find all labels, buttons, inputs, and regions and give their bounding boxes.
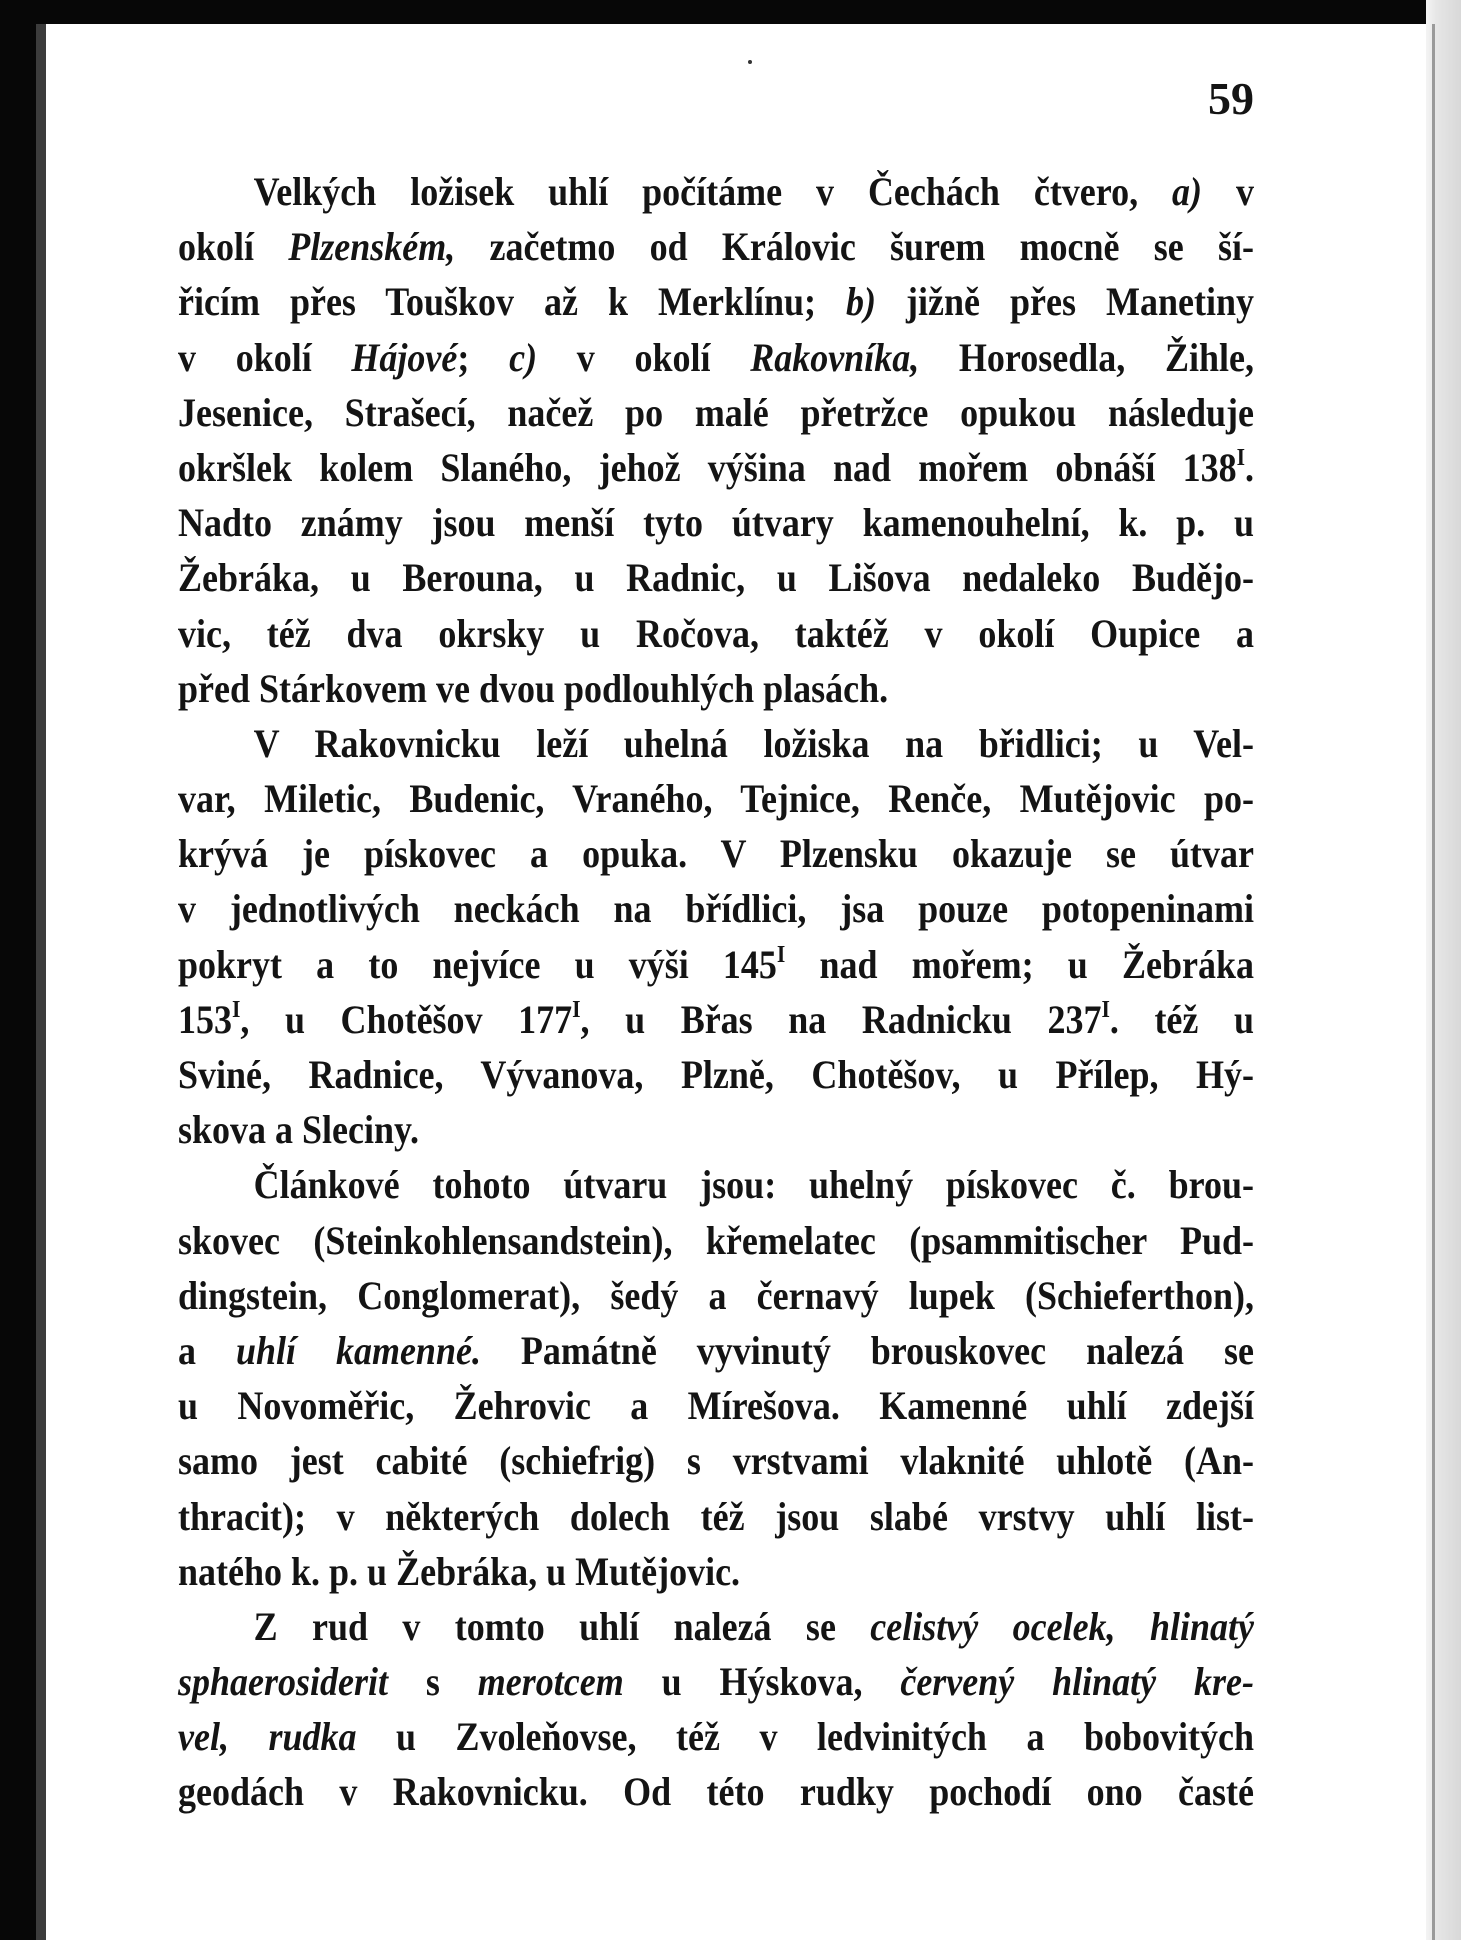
text-segment: .: [1244, 444, 1254, 490]
text-line: [178, 495, 1254, 550]
text-segment: Z rud v tomto uhlí nalezá se: [253, 1603, 871, 1649]
text-segment: nad mořem; u Žebráka: [785, 941, 1254, 987]
text-segment: Památně vyvinutý brouskovec nalezá se: [480, 1327, 1254, 1373]
scan-top-border: [0, 0, 1461, 24]
text-segment: Článkové tohoto útvaru jsou: uhelný pískovec č. brou-: [253, 1162, 1254, 1208]
text-line: [178, 661, 1254, 716]
italic-text: uhlí kamenné.: [235, 1327, 481, 1373]
superscript: I: [572, 996, 581, 1023]
italic-text: vel, rudka: [178, 1714, 357, 1760]
text-segment: , u Chotěšov 177: [240, 996, 573, 1042]
text-line: [178, 1047, 1254, 1102]
text-segment: vic, též dva okrsky u Ročova, taktéž v okolí Oupice a: [178, 610, 1254, 656]
text-line: [178, 1378, 1254, 1433]
text-line: [178, 1323, 1254, 1378]
text-segment: Jesenice, Strašecí, načež po malé přetržce opukou následuje: [178, 389, 1254, 435]
text-segment: okolí: [178, 224, 289, 270]
text-line: [178, 1599, 1254, 1654]
text-line: [178, 219, 1254, 274]
page-body-text: [178, 164, 1254, 1820]
text-segment: samo jest cabité (schiefrig) s vrstvami vlaknité uhlotě (An-: [178, 1438, 1254, 1484]
superscript: I: [1101, 996, 1110, 1023]
superscript: I: [232, 996, 241, 1023]
text-segment: V Rakovnicku leží uhelná ložiska na břidlici; u Vel-: [253, 720, 1254, 766]
text-segment: . též u: [1109, 996, 1254, 1042]
text-line: [178, 1102, 1254, 1157]
text-segment: Žebráka, u Berouna, u Radnic, u Lišova nedaleko Budějo-: [178, 555, 1254, 601]
text-segment: Sviné, Radnice, Vývanova, Plzně, Chotěšov, u Přílep, Hý-: [178, 1052, 1254, 1097]
text-line: [178, 826, 1254, 881]
italic-text: c): [509, 334, 538, 380]
italic-text: merotcem: [477, 1659, 624, 1705]
text-line: [178, 1157, 1254, 1212]
text-line: [178, 1268, 1254, 1323]
text-segment: s: [388, 1659, 478, 1705]
text-line: [178, 1654, 1254, 1709]
text-segment: v okolí: [537, 334, 751, 380]
text-segment: v: [1202, 169, 1254, 214]
text-line: [178, 992, 1254, 1047]
text-line: [178, 440, 1254, 495]
page-number: 59: [1208, 73, 1254, 124]
text-segment: natého k. p. u Žebráka, u Mutějovic.: [178, 1548, 741, 1594]
text-line: [178, 550, 1254, 605]
italic-text: červený hlinatý kre-: [900, 1659, 1254, 1705]
text-segment: thracit); v některých dolech též jsou slabé vrstvy uhlí list-: [178, 1493, 1254, 1539]
text-line: [178, 881, 1254, 936]
text-segment: skovec (Steinkohlensandstein), křemelatec (psammitischer Pud-: [178, 1217, 1254, 1263]
italic-text: Plzenském,: [288, 224, 456, 270]
text-line: [178, 1764, 1254, 1819]
text-segment: začetmo od Královic šurem mocně se ší-: [455, 224, 1254, 270]
text-line: [178, 606, 1254, 661]
text-segment: pokryt a to nejvíce u výši 145: [178, 941, 777, 987]
text-segment: u Hýskova,: [623, 1659, 901, 1705]
text-segment: řicím přes Touškov až k Merklínu;: [178, 279, 847, 325]
text-line: [178, 274, 1254, 329]
scan-left-border: [0, 0, 36, 1940]
text-segment: , u Břas na Radnicku 237: [580, 996, 1102, 1042]
text-line: [178, 1433, 1254, 1488]
text-segment: Nadto známy jsou menší tyto útvary kamenouhelní, k. p. u: [178, 500, 1254, 546]
text-line: [178, 385, 1254, 440]
text-segment: krývá je pískovec a opuka. V Plzensku okazuje se útvar: [178, 831, 1254, 877]
text-line: [178, 937, 1254, 992]
text-line: [178, 1544, 1254, 1599]
text-segment: a: [178, 1327, 236, 1373]
text-line: [178, 1489, 1254, 1544]
italic-text: celistvý ocelek, hlinatý: [870, 1603, 1254, 1649]
italic-text: b): [846, 279, 877, 325]
text-segment: před Stárkovem ve dvou podlouhlých plasách.: [178, 665, 889, 711]
text-line: [178, 771, 1254, 826]
text-segment: Horosedla, Žihle,: [919, 334, 1254, 380]
superscript: I: [1236, 444, 1245, 471]
superscript: I: [776, 941, 786, 968]
text-segment: 153: [178, 996, 232, 1042]
text-line: [178, 1213, 1254, 1268]
text-segment: var, Miletic, Budenic, Vraného, Tejnice, Renče, Mutějovic po-: [178, 776, 1254, 822]
text-segment: v jednotlivých neckách na břídlici, jsa pouze potopeninami: [178, 886, 1254, 932]
scan-speck: [748, 60, 752, 64]
text-segment: Velkých ložisek uhlí počítáme v Čechách čtvero,: [253, 169, 1173, 214]
text-segment: u Zvoleňovse, též v ledvinitých a bobovitých: [356, 1714, 1254, 1760]
text-line: [178, 1709, 1254, 1764]
text-segment: jižně přes Manetiny: [876, 279, 1254, 325]
text-line: [178, 716, 1254, 771]
text-line: [178, 330, 1254, 385]
text-segment: okršlek kolem Slaného, jehož výšina nad mořem obnáší 138: [178, 444, 1237, 490]
text-line: [178, 164, 1254, 219]
scan-left-shadow: [36, 24, 46, 1940]
text-segment: u Novoměřic, Žehrovic a Mírešova. Kamenné uhlí zdejší: [178, 1383, 1254, 1429]
text-segment: skova a Sleciny.: [178, 1107, 420, 1153]
text-segment: ;: [457, 334, 510, 380]
italic-text: a): [1172, 169, 1203, 214]
text-segment: v okolí: [178, 334, 352, 380]
italic-text: Rakovníka,: [750, 334, 920, 380]
scan-right-line: [1432, 24, 1435, 1940]
italic-text: sphaerosiderit: [178, 1659, 389, 1705]
text-segment: dingstein, Conglomerat), šedý a černavý lupek (Schieferthon),: [178, 1272, 1254, 1318]
italic-text: Hájové: [351, 334, 458, 380]
text-segment: geodách v Rakovnicku. Od této rudky pochodí ono časté: [178, 1769, 1254, 1815]
